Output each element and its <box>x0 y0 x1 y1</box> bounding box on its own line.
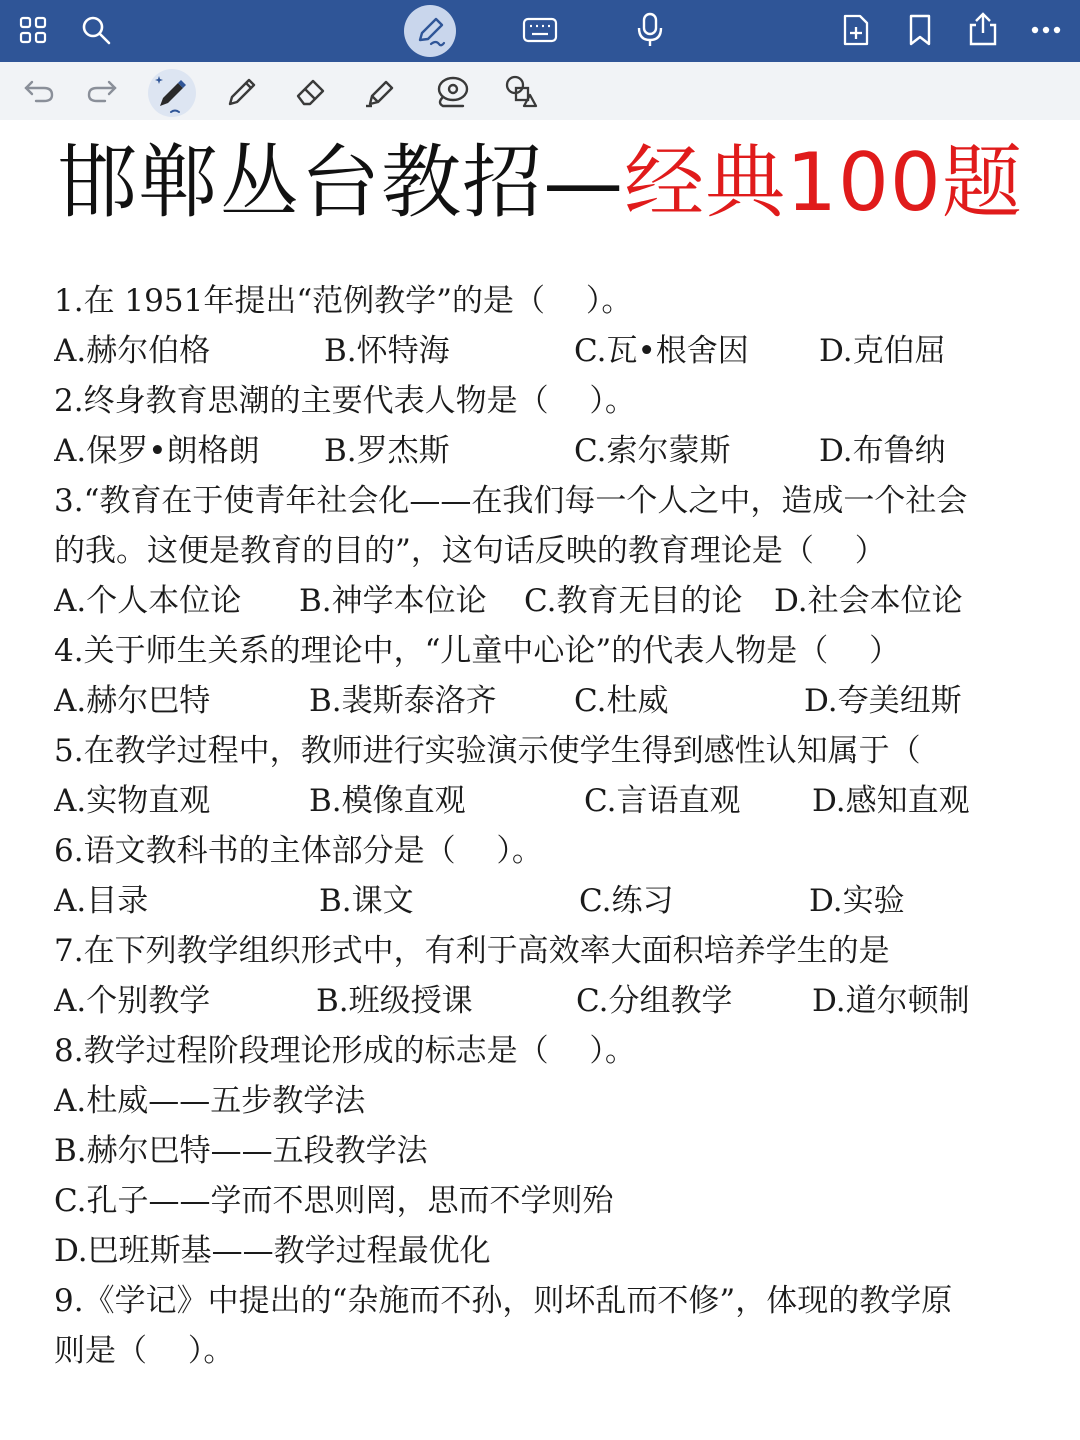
option-c: C.教育无目的论 <box>524 583 743 619</box>
pencil-icon[interactable] <box>224 74 260 110</box>
option-b: B.课文 <box>319 883 414 919</box>
fountain-pen-icon[interactable] <box>145 68 199 118</box>
option-d: D.夸美纽斯 <box>804 683 962 719</box>
drawing-toolbar <box>0 62 1080 120</box>
option-c: C.瓦•根舍因 <box>574 333 749 369</box>
option-a: A.保罗•朗格朗 <box>54 433 260 469</box>
search-icon[interactable] <box>80 14 112 46</box>
option-d: D.布鲁纳 <box>819 433 946 469</box>
question-text: 5.在教学过程中，教师进行实验演示使学生得到感性认知属于（ <box>54 733 921 769</box>
option-c: C.杜威 <box>574 683 669 719</box>
option-b: B.怀特海 <box>324 333 450 369</box>
option-d: D.实验 <box>809 883 905 919</box>
grid-icon[interactable] <box>18 15 48 45</box>
undo-icon[interactable] <box>22 78 56 104</box>
question-text: 6.语文教科书的主体部分是（ ）。 <box>54 833 543 869</box>
option-c: C.分组教学 <box>576 983 733 1019</box>
question-text: 3.“教育在于使青年社会化——在我们每一个人之中，造成一个社会 <box>54 483 968 519</box>
option-c: C.言语直观 <box>584 783 741 819</box>
share-icon[interactable] <box>966 11 1000 47</box>
option-a: A.赫尔伯格 <box>54 333 211 369</box>
add-page-icon[interactable] <box>842 13 870 47</box>
option-c: C.孔子——学而不思则罔，思而不学则殆 <box>54 1183 614 1219</box>
option-row <box>54 676 1044 726</box>
highlighter-icon[interactable] <box>362 74 398 110</box>
option-b: B.模像直观 <box>309 783 466 819</box>
lasso-icon[interactable] <box>433 73 471 111</box>
question-text: 9.《学记》中提出的“杂施而不孙，则坏乱而不修”，体现的教学原 <box>54 1283 953 1319</box>
page-title <box>0 138 1080 228</box>
option-b: B.赫尔巴特——五段教学法 <box>54 1133 428 1169</box>
option-a: A.个别教学 <box>54 983 211 1019</box>
option-b: B.神学本位论 <box>299 583 487 619</box>
option-c: C.索尔蒙斯 <box>574 433 731 469</box>
question-text: 8.教学过程阶段理论形成的标志是（ ）。 <box>54 1033 636 1069</box>
more-icon[interactable] <box>1030 24 1062 36</box>
keyboard-icon[interactable] <box>522 16 558 44</box>
option-a: A.实物直观 <box>54 783 211 819</box>
option-row <box>54 426 1044 476</box>
option-b: B.裴斯泰洛齐 <box>309 683 497 719</box>
option-b: B.班级授课 <box>316 983 473 1019</box>
pen-mode-icon[interactable] <box>403 4 457 58</box>
redo-icon[interactable] <box>85 78 119 104</box>
title-main: 邯郸丛台教招— <box>57 136 625 229</box>
eraser-icon[interactable] <box>293 74 329 110</box>
option-d: D.社会本位论 <box>774 583 963 619</box>
shapes-icon[interactable] <box>502 73 540 111</box>
question-text-continued: 则是（ ）。 <box>54 1333 235 1369</box>
microphone-icon[interactable] <box>636 12 664 48</box>
option-d: D.巴班斯基——教学过程最优化 <box>54 1233 491 1269</box>
question-text: 2.终身教育思潮的主要代表人物是（ ）。 <box>54 383 636 419</box>
question-list <box>54 276 1044 1376</box>
title-accent: 经典100题 <box>624 136 1023 229</box>
option-row <box>54 976 1044 1026</box>
option-a: A.赫尔巴特 <box>54 683 211 719</box>
app-top-bar <box>0 0 1080 62</box>
option-row <box>54 776 1044 826</box>
question-text: 1.在 1951年提出“范例教学”的是（ ）。 <box>54 283 633 319</box>
option-a: A.个人本位论 <box>54 583 242 619</box>
option-a: A.目录 <box>54 883 149 919</box>
option-row <box>54 876 1044 926</box>
option-a: A.杜威——五步教学法 <box>54 1083 366 1119</box>
question-text: 7.在下列教学组织形式中，有利于高效率大面积培养学生的是 <box>54 933 890 969</box>
option-c: C.练习 <box>579 883 674 919</box>
question-text: 4.关于师生关系的理论中，“儿童中心论”的代表人物是（ ） <box>54 633 901 669</box>
option-b: B.罗杰斯 <box>324 433 450 469</box>
option-row <box>54 576 1044 626</box>
option-d: D.感知直观 <box>812 783 970 819</box>
question-text-continued: 的我。这便是教育的目的”，这句话反映的教育理论是（ ） <box>54 533 886 569</box>
bookmark-icon[interactable] <box>907 13 933 47</box>
option-d: D.道尔顿制 <box>812 983 970 1019</box>
option-row <box>54 326 1044 376</box>
option-d: D.克伯屈 <box>819 333 946 369</box>
